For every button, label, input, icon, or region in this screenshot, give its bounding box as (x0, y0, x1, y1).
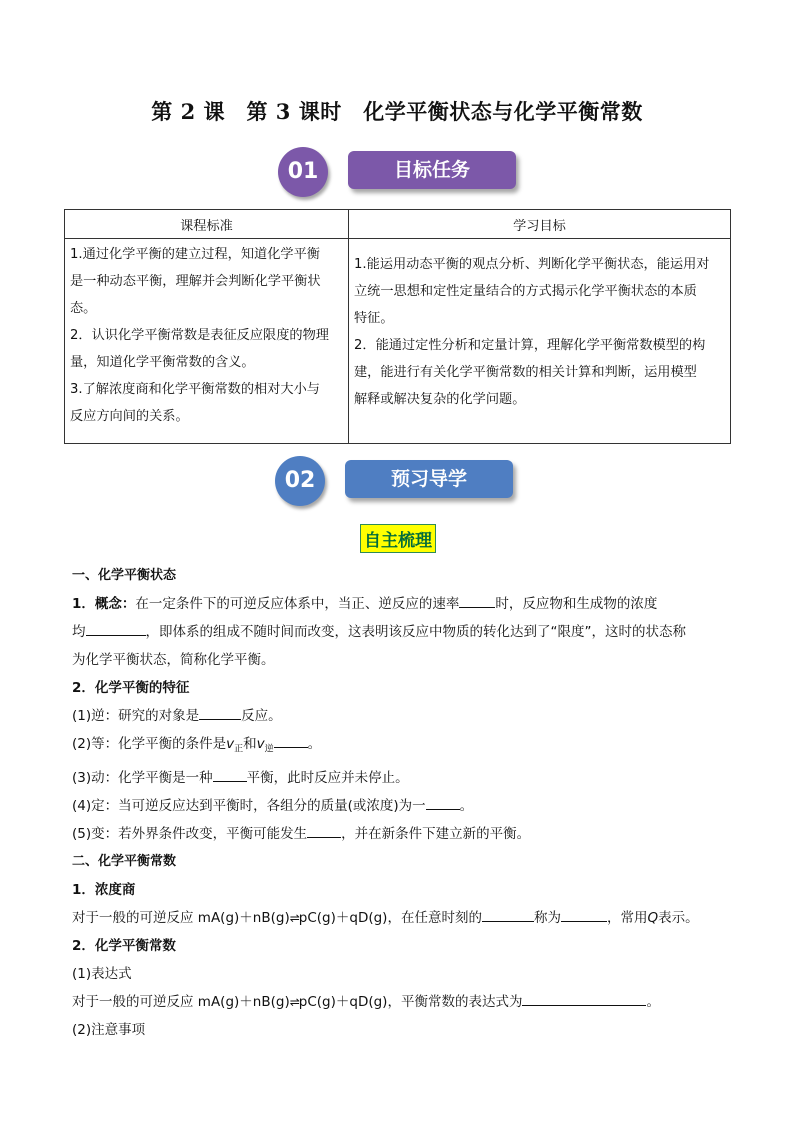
fill-blank[interactable] (561, 905, 607, 922)
feature-text: ，并在新条件下建立新的平衡。 (341, 825, 531, 842)
heading-equilibrium-constant-sub: 2．化学平衡常数 (72, 937, 176, 954)
main-content (72, 562, 732, 1044)
badge-number: 01 (278, 147, 328, 197)
standards-line: 态。 (70, 301, 97, 316)
standards-cell (65, 239, 349, 444)
feature-item (72, 730, 732, 764)
k-expression-paragraph (72, 988, 732, 1016)
feature-text: 。 (307, 736, 322, 752)
section-badge-01 (278, 147, 518, 197)
quotient-symbol: Q (647, 909, 659, 926)
feature-text: 反应。 (241, 708, 282, 724)
section-badge-02 (275, 456, 520, 506)
qc-text: ，在任意时刻的 (387, 909, 482, 926)
reversible-arrow-icon: ⇌ (289, 910, 299, 925)
goals-line: 1.能运用动态平衡的观点分析、判断化学平衡状态，能运用对 (354, 257, 710, 272)
reaction-right: pC(g)＋qD(g) (298, 909, 388, 926)
fill-blank[interactable] (213, 765, 247, 782)
feature-text: (5)变：若外界条件改变，平衡可能发生 (72, 825, 308, 842)
section-label: 自主梳理 (360, 524, 436, 553)
goals-line: 立统一思想和定性定量结合的方式揭示化学平衡状态的本质 (354, 284, 697, 299)
fill-blank[interactable] (199, 703, 241, 720)
standards-line: 2．认识化学平衡常数是表征反应限度的物理 (70, 328, 329, 343)
reaction-left: mA(g)＋nB(g) (197, 993, 290, 1010)
goals-line: 2．能通过定性分析和定量计算，理解化学平衡常数模型的构 (354, 338, 706, 353)
concept-text: ，即体系的组成不随时间而改变，这表明该反应中物质的转化达到了“限度”，这时的状态称 (145, 624, 686, 640)
reaction-left: mA(g)＋nB(g) (197, 909, 290, 926)
qc-text: ，常用 (606, 909, 648, 926)
feature-text: (1)逆：研究的对象是 (72, 708, 200, 724)
feature-text: 和 (243, 736, 257, 752)
goals-table (64, 209, 731, 444)
standards-line: 反应方向间的关系。 (70, 409, 189, 424)
velocity-symbol: v (226, 736, 235, 752)
concept-text: 在一定条件下的可逆反应体系中，当正、逆反应的速率 (135, 596, 460, 612)
concept-text: 为化学平衡状态，简称化学平衡。 (72, 652, 275, 668)
feature-text: (3)动：化学平衡是一种 (72, 769, 213, 786)
heading-features: 2．化学平衡的特征 (72, 680, 190, 696)
fill-blank[interactable] (459, 591, 495, 608)
feature-text: 。 (459, 797, 474, 814)
k-text: 。 (646, 993, 660, 1010)
table-header-goals: 学习目标 (349, 210, 731, 239)
standards-line: 1.通过化学平衡的建立过程，知道化学平衡 (70, 247, 320, 262)
qc-paragraph (72, 904, 732, 932)
k-text: ，平衡常数的表达式为 (387, 993, 523, 1010)
feature-text: 平衡，此时反应并未停止。 (246, 769, 409, 786)
standards-line: 是一种动态平衡，理解并会判断化学平衡状 (70, 274, 321, 289)
k-expression-title: (1)表达式 (72, 965, 132, 982)
heading-equilibrium-state: 一、化学平衡状态 (72, 568, 177, 583)
badge-number: 02 (275, 456, 325, 506)
page-title: 第 2 课 第 3 课时 化学平衡状态与化学平衡常数 (151, 99, 643, 124)
standards-line: 量，知道化学平衡常数的含义。 (70, 355, 255, 370)
heading-equilibrium-constant: 二、化学平衡常数 (72, 853, 177, 869)
reaction-right: pC(g)＋qD(g) (298, 993, 388, 1010)
k-text: 对于一般的可逆反应 (72, 993, 198, 1010)
reverse-subscript: 逆 (264, 744, 274, 755)
fill-blank[interactable] (482, 905, 534, 922)
feature-item (72, 792, 732, 820)
feature-item (72, 820, 732, 848)
concept-text: 均 (72, 624, 86, 640)
fill-blank[interactable] (274, 731, 308, 748)
feature-item (72, 764, 732, 792)
fill-blank[interactable] (307, 821, 341, 838)
qc-text: 表示。 (658, 909, 699, 926)
goals-line: 特征。 (354, 311, 394, 326)
velocity-symbol: v (256, 736, 265, 752)
goals-line: 解释或解决复杂的化学问题。 (354, 392, 526, 407)
badge-label: 预习导学 (345, 460, 513, 498)
feature-item (72, 702, 732, 730)
fill-blank[interactable] (86, 619, 146, 636)
feature-text: (4)定：当可逆反应达到平衡时，各组分的质量(或浓度)为一 (72, 797, 426, 814)
forward-subscript: 正 (234, 744, 244, 755)
concept-heading: 1．概念： (72, 596, 136, 612)
goals-line: 建，能进行有关化学平衡常数的相关计算和判断，运用模型 (354, 365, 697, 380)
reversible-arrow-icon: ⇌ (289, 994, 299, 1009)
concept-paragraph (72, 590, 732, 674)
standards-line: 3.了解浓度商和化学平衡常数的相对大小与 (70, 382, 320, 397)
goals-cell (349, 239, 731, 444)
fill-blank[interactable] (522, 989, 646, 1006)
heading-concentration-quotient: 1．浓度商 (72, 881, 136, 898)
badge-label: 目标任务 (348, 151, 516, 189)
table-header-standard: 课程标准 (65, 210, 349, 239)
concept-text: 时，反应物和生成物的浓度 (495, 596, 658, 612)
qc-text: 称为 (533, 909, 561, 926)
k-notes-title: (2)注意事项 (72, 1021, 146, 1038)
fill-blank[interactable] (426, 793, 460, 810)
feature-text: (2)等：化学平衡的条件是 (72, 736, 227, 752)
qc-text: 对于一般的可逆反应 (72, 909, 198, 926)
